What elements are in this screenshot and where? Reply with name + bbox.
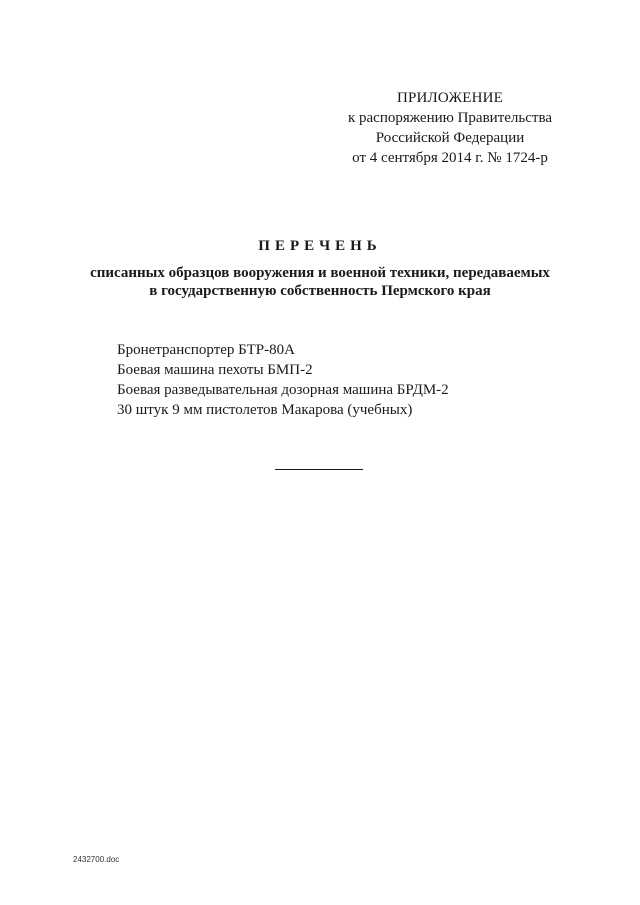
footer-filename: 2432700.doc	[73, 855, 120, 864]
document-heading: ПЕРЕЧЕНЬ	[258, 238, 382, 254]
list-item: Боевая машина пехоты БМП-2	[117, 362, 313, 378]
equipment-list	[117, 340, 597, 420]
list-item: Боевая разведывательная дозорная машина БРДМ-2	[117, 382, 449, 398]
appendix-title: ПРИЛОЖЕНИЕ	[396, 90, 504, 106]
list-item: Бронетранспортер БТР-80А	[117, 342, 295, 358]
subheading-line-1: списанных образцов вооружения и военной техники, передаваемых	[90, 265, 550, 281]
appendix-line-2: Российской Федерации	[375, 130, 525, 146]
closing-separator-line	[275, 469, 363, 470]
subheading-line-2: в государственную собственность Пермского края	[149, 283, 491, 299]
appendix-block	[320, 88, 580, 168]
appendix-line-3: от 4 сентября 2014 г. № 1724-р	[352, 150, 548, 166]
list-item: 30 штук 9 мм пистолетов Макарова (учебных)	[117, 402, 413, 418]
appendix-line-1: к распоряжению Правительства	[347, 110, 552, 126]
document-subheading	[40, 264, 600, 300]
